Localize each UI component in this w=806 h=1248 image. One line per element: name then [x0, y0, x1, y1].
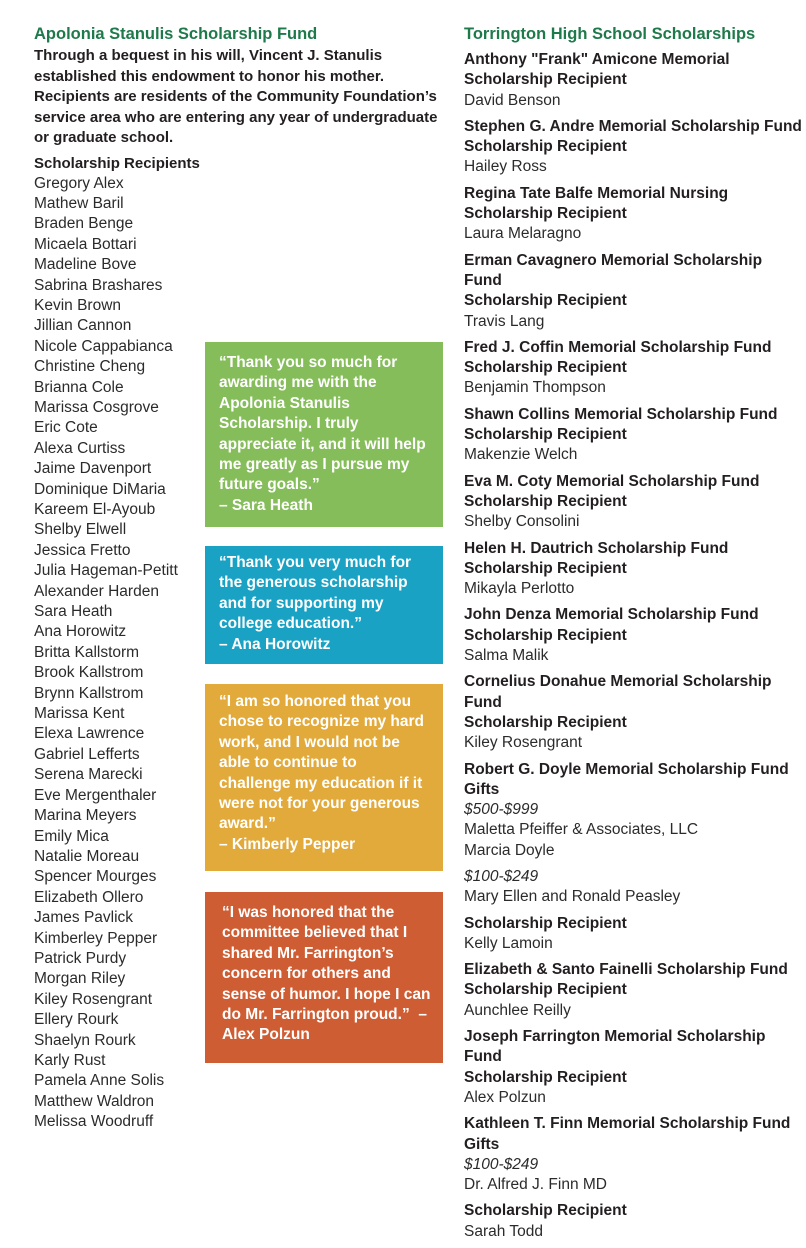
- recipient-name: Brianna Cole: [34, 378, 124, 396]
- fund-recipient: Laura Melaragno: [464, 225, 582, 243]
- gift-tier: $100-$249: [464, 867, 539, 885]
- recipient-name: Shaelyn Rourk: [34, 1031, 136, 1049]
- funds-list: [464, 50, 804, 754]
- recipient-name: Madeline Bove: [34, 256, 137, 274]
- quote-text: “I was honored that the committee believed that I shared Mr. Farrington’s concern for others and sense of humor. I hope I can do Mr. Farrington proud.” – Alex Polzun: [222, 904, 431, 1044]
- fund-title: Cornelius Donahue Memorial Scholarship Fund: [464, 673, 772, 711]
- quote-box-kimberly-pepper: [205, 684, 443, 871]
- recipient-name: Jessica Fretto: [34, 541, 131, 559]
- fund-title: Erman Cavagnero Memorial Scholarship Fund: [464, 251, 763, 289]
- recipient-name: Jaime Davenport: [34, 460, 152, 478]
- fund-role: Scholarship Recipient: [464, 1202, 627, 1220]
- fund-entry: [464, 1027, 804, 1108]
- fund-title: Fred J. Coffin Memorial Scholarship Fund: [464, 338, 772, 356]
- recipient-name: Kimberley Pepper: [34, 929, 158, 947]
- quote-text: “Thank you so much for awarding me with the Apolonia Stanulis Scholarship. I truly appreciate it, and it will help me greatly as I pursue my future goals.”: [219, 354, 426, 494]
- fund-recipient: Hailey Ross: [464, 158, 547, 176]
- fund-recipient: Mikayla Perlotto: [464, 580, 575, 598]
- donor: Mary Ellen and Ronald Peasley: [464, 888, 681, 906]
- recipient-name: Morgan Riley: [34, 970, 126, 988]
- fund-recipient: Kelly Lamoin: [464, 934, 553, 952]
- recipient-name: Christine Cheng: [34, 358, 146, 376]
- recipient-name: Braden Benge: [34, 215, 134, 233]
- recipient-name: Brynn Kallstrom: [34, 684, 144, 702]
- recipient-name: Gabriel Lefferts: [34, 745, 140, 763]
- stanulis-heading: Apolonia Stanulis Scholarship Fund: [34, 25, 318, 43]
- recipient-name: Alexa Curtiss: [34, 439, 126, 457]
- donor: Dr. Alfred J. Finn MD: [464, 1176, 607, 1194]
- fund-role: Scholarship Recipient: [464, 981, 627, 999]
- fund-title: Joseph Farrington Memorial Scholarship Fund: [464, 1028, 766, 1066]
- recipient-name: Gregory Alex: [34, 174, 124, 192]
- quote-box-alex-polzun: [205, 892, 443, 1063]
- recipient-name: Eric Cote: [34, 419, 98, 437]
- recipient-name: Matthew Waldron: [34, 1092, 155, 1110]
- donor: Maletta Pfeiffer & Associates, LLC: [464, 821, 699, 839]
- recipient-name: Sabrina Brashares: [34, 276, 163, 294]
- fund-title: Stephen G. Andre Memorial Scholarship Fund: [464, 117, 802, 135]
- fund-title: Helen H. Dautrich Scholarship Fund: [464, 539, 729, 557]
- quote-author: – Alex Polzun: [222, 1006, 427, 1044]
- recipient-name: Elexa Lawrence: [34, 725, 145, 743]
- recipient-name: Emily Mica: [34, 827, 109, 845]
- fund-role: Scholarship Recipient: [464, 426, 627, 444]
- stanulis-intro: Through a bequest in his will, Vincent J. Stanulis established this endowment to honor his mother. Recipients are residents of the Community Foundation’s service area who are entering any year of undergraduate or graduate school.: [34, 47, 438, 146]
- fund-entry: [464, 117, 804, 178]
- fund-title: Eva M. Coty Memorial Scholarship Fund: [464, 472, 760, 490]
- recipient-name: Patrick Purdy: [34, 949, 127, 967]
- donor: Marcia Doyle: [464, 841, 555, 859]
- recipient-name: Marissa Cosgrove: [34, 398, 159, 416]
- gifts-label: Gifts: [464, 780, 500, 798]
- fund-recipient: Shelby Consolini: [464, 513, 580, 531]
- recipient-name: Sara Heath: [34, 603, 113, 621]
- recipient-name: Karly Rust: [34, 1051, 106, 1069]
- quote-box-sara-heath: [205, 342, 443, 527]
- recipient-name: Ellery Rourk: [34, 1011, 119, 1029]
- recipient-name: Julia Hageman-Petitt: [34, 562, 178, 580]
- fund-role: Scholarship Recipient: [464, 292, 627, 310]
- fund-recipient: Alex Polzun: [464, 1088, 546, 1106]
- recipients-heading: Scholarship Recipients: [34, 154, 200, 172]
- recipient-name: Eve Mergenthaler: [34, 786, 157, 804]
- recipient-name: Kevin Brown: [34, 296, 122, 314]
- fund-entry: [464, 472, 804, 533]
- quote-author: – Ana Horowitz: [219, 635, 331, 653]
- quote-author: – Kimberly Pepper: [219, 835, 356, 853]
- finn-fund: [464, 1114, 804, 1242]
- recipient-name: Pamela Anne Solis: [34, 1072, 165, 1090]
- fund-entry: [464, 405, 804, 466]
- quote-author: – Sara Heath: [219, 496, 313, 514]
- recipient-name: Brook Kallstrom: [34, 664, 144, 682]
- fund-recipient: Benjamin Thompson: [464, 379, 606, 397]
- fund-role: Scholarship Recipient: [464, 359, 627, 377]
- recipient-name: Shelby Elwell: [34, 521, 127, 539]
- gifts-label: Gifts: [464, 1135, 500, 1153]
- torrington-heading: Torrington High School Scholarships: [464, 25, 756, 43]
- recipient-name: Dominique DiMaria: [34, 480, 166, 498]
- fund-entry: [464, 539, 804, 600]
- gift-tier: $100-$249: [464, 1155, 539, 1173]
- recipient-name: Jillian Cannon: [34, 317, 132, 335]
- recipient-name: James Pavlick: [34, 909, 134, 927]
- doyle-fund: [464, 760, 804, 955]
- fund-role: Scholarship Recipient: [464, 559, 627, 577]
- recipient-name: Kiley Rosengrant: [34, 990, 153, 1008]
- fund-entry: [464, 338, 804, 399]
- recipient-name: Marissa Kent: [34, 705, 125, 723]
- fund-role: Scholarship Recipient: [464, 713, 627, 731]
- fund-title: John Denza Memorial Scholarship Fund: [464, 606, 759, 624]
- fund-entry: [464, 251, 804, 332]
- recipient-name: Serena Marecki: [34, 766, 143, 784]
- fund-title: Shawn Collins Memorial Scholarship Fund: [464, 405, 778, 423]
- fund-recipient: Salma Malik: [464, 647, 549, 665]
- fund-recipient: Makenzie Welch: [464, 446, 578, 464]
- quote-text: “I am so honored that you chose to recognize my hard work, and I would not be able to continue to challenge my education if it were not for your generous award.”: [219, 693, 424, 833]
- fund-role: Scholarship Recipient: [464, 914, 627, 932]
- recipient-name: Elizabeth Ollero: [34, 888, 144, 906]
- recipient-name: Britta Kallstorm: [34, 643, 140, 661]
- fund-title: Regina Tate Balfe Memorial Nursing: [464, 184, 729, 202]
- gift-tier: $500-$999: [464, 801, 539, 819]
- recipient-name: Ana Horowitz: [34, 623, 127, 641]
- torrington-section: [464, 24, 804, 1248]
- recipient-name: Natalie Moreau: [34, 847, 140, 865]
- recipient-name: Kareem El-Ayoub: [34, 501, 156, 518]
- fund-recipient: David Benson: [464, 91, 561, 109]
- fund-role: Scholarship Recipient: [464, 205, 627, 223]
- recipient-name: Alexander Harden: [34, 582, 159, 600]
- fund-role: Scholarship Recipient: [464, 492, 627, 510]
- fund-title: Kathleen T. Finn Memorial Scholarship Fund: [464, 1115, 791, 1133]
- fund-title: Anthony "Frank" Amicone Memorial: [464, 51, 730, 68]
- fund-entry: [464, 605, 804, 666]
- fund-entry: [464, 184, 804, 245]
- fund-recipient: Sarah Todd: [464, 1222, 543, 1240]
- fund-role: Scholarship Recipient: [464, 138, 627, 156]
- recipient-name: Marina Meyers: [34, 807, 137, 825]
- quote-box-ana-horowitz: [205, 546, 443, 664]
- fund-title: Elizabeth & Santo Fainelli Scholarship Fund: [464, 961, 788, 979]
- fund-entry: [464, 672, 804, 753]
- fund-entry: [464, 960, 804, 1021]
- recipient-name: Mathew Baril: [34, 194, 124, 212]
- recipient-name: Micaela Bottari: [34, 235, 137, 253]
- fund-role: Scholarship Recipient: [464, 626, 627, 644]
- fund-role: Scholarship Recipient: [464, 1068, 627, 1086]
- fund-role: Scholarship Recipient: [464, 71, 627, 89]
- fund-recipient: Aunchlee Reilly: [464, 1001, 571, 1019]
- recipient-name: Nicole Cappabianca: [34, 337, 173, 355]
- recipient-name: Spencer Mourges: [34, 868, 157, 886]
- funds-list-2: [464, 960, 804, 1108]
- quote-text: “Thank you very much for the generous scholarship and for supporting my college education.”: [219, 554, 412, 633]
- recipient-name: Melissa Woodruff: [34, 1113, 154, 1131]
- fund-entry: [464, 50, 804, 111]
- fund-recipient: Travis Lang: [464, 312, 545, 330]
- fund-title: Robert G. Doyle Memorial Scholarship Fund: [464, 760, 789, 778]
- fund-recipient: Kiley Rosengrant: [464, 734, 583, 752]
